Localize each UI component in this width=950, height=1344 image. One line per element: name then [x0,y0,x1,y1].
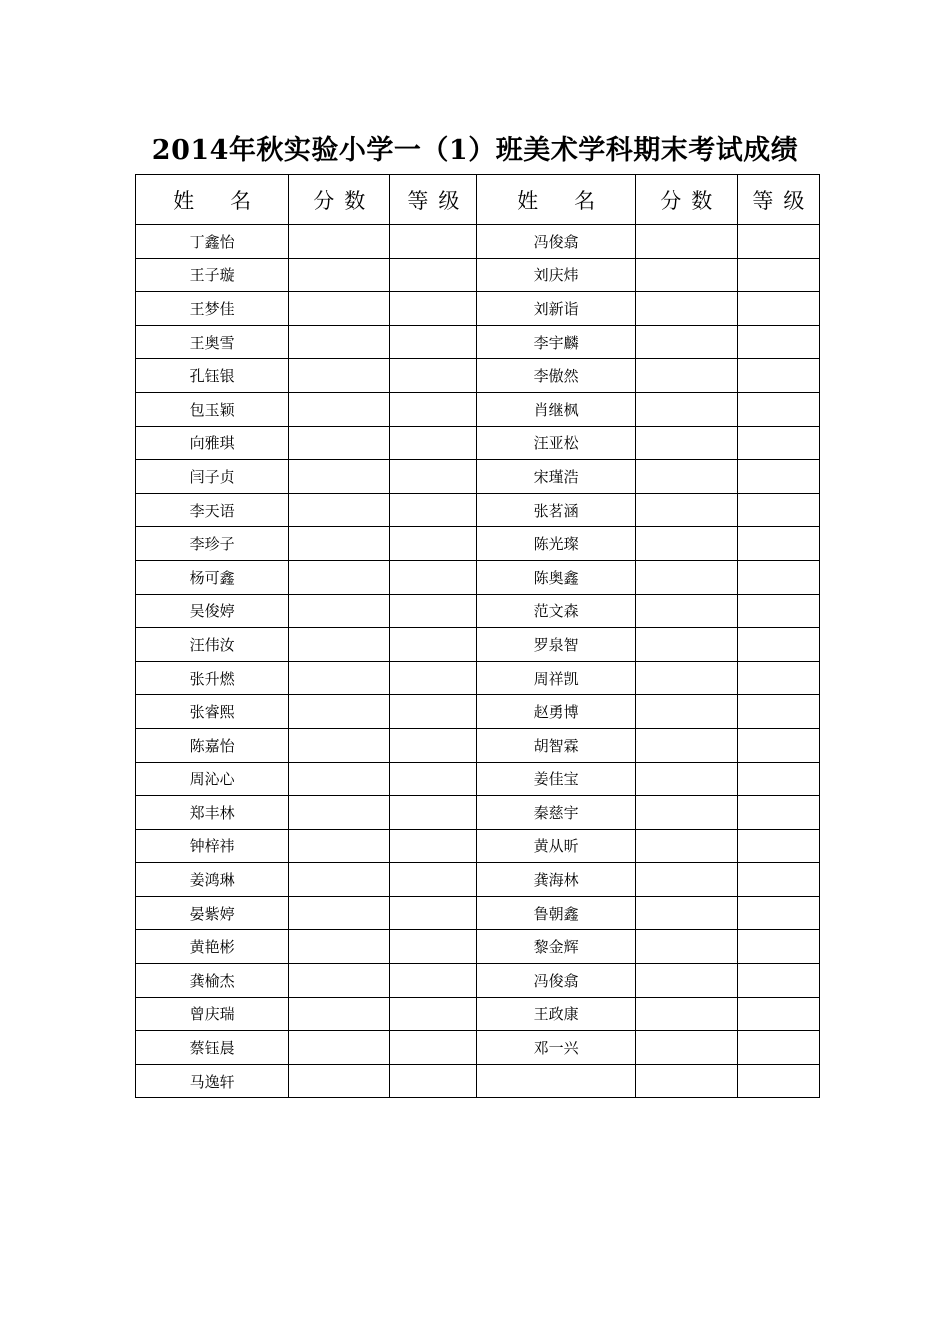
student-name-left: 周沁心 [136,762,289,796]
grade-cell-right [737,1031,819,1065]
table-row [136,258,820,292]
grade-cell-right [737,796,819,830]
score-cell-left [289,493,390,527]
score-cell-right [635,325,737,359]
score-cell-right [635,560,737,594]
score-cell-right [635,392,737,426]
grade-cell-right [737,258,819,292]
score-cell-right [635,964,737,998]
student-name-left: 孔钰银 [136,359,289,393]
table-row [136,628,820,662]
score-cell-right [635,493,737,527]
student-name-right: 冯俊翕 [477,964,635,998]
grade-cell-left [390,695,477,729]
header-grade-right: 等级 [737,175,819,225]
table-row [136,594,820,628]
score-cell-right [635,661,737,695]
student-name-right: 黄从昕 [477,829,635,863]
student-name-left: 晏紫婷 [136,896,289,930]
student-name-right: 罗泉智 [477,628,635,662]
score-cell-left [289,661,390,695]
table-row [136,997,820,1031]
score-cell-left [289,527,390,561]
grade-cell-left [390,460,477,494]
student-name-right: 姜佳宝 [477,762,635,796]
grade-table [135,174,820,1098]
score-cell-right [635,426,737,460]
student-name-left: 包玉颖 [136,392,289,426]
student-name-right: 汪亚松 [477,426,635,460]
student-name-left: 闫子贞 [136,460,289,494]
score-cell-left [289,258,390,292]
score-cell-right [635,1064,737,1098]
student-name-right: 黎金辉 [477,930,635,964]
header-score-right: 分数 [635,175,737,225]
score-cell-right [635,225,737,259]
student-name-right: 赵勇博 [477,695,635,729]
student-name-left: 姜鸿琳 [136,863,289,897]
table-row [136,359,820,393]
header-name-left: 姓名 [136,175,289,225]
table-row [136,527,820,561]
student-name-left: 马逸轩 [136,1064,289,1098]
grade-cell-right [737,997,819,1031]
student-name-left: 李天语 [136,493,289,527]
student-name-right: 王政康 [477,997,635,1031]
student-name-left: 李珍子 [136,527,289,561]
grade-cell-left [390,863,477,897]
grade-cell-right [737,964,819,998]
student-name-left: 向雅琪 [136,426,289,460]
table-row [136,493,820,527]
student-name-left: 陈嘉怡 [136,728,289,762]
table-row [136,292,820,326]
table-row [136,560,820,594]
table-row [136,829,820,863]
score-cell-right [635,594,737,628]
grade-cell-right [737,896,819,930]
student-name-right: 肖继枫 [477,392,635,426]
grade-cell-left [390,1064,477,1098]
grade-cell-right [737,460,819,494]
score-cell-left [289,762,390,796]
student-name-left: 王梦佳 [136,292,289,326]
score-cell-right [635,796,737,830]
header-row [136,175,820,225]
score-cell-right [635,292,737,326]
grade-cell-right [737,762,819,796]
score-cell-left [289,863,390,897]
student-name-left: 王奥雪 [136,325,289,359]
score-cell-right [635,527,737,561]
grade-cell-right [737,292,819,326]
grade-cell-right [737,829,819,863]
student-name-right: 宋瑾浩 [477,460,635,494]
grade-cell-right [737,594,819,628]
score-cell-left [289,594,390,628]
score-cell-left [289,896,390,930]
student-name-right: 陈奥鑫 [477,560,635,594]
grade-cell-right [737,426,819,460]
student-name-left: 丁鑫怡 [136,225,289,259]
grade-cell-left [390,728,477,762]
grade-cell-left [390,796,477,830]
grade-cell-right [737,560,819,594]
student-name-right: 冯俊翕 [477,225,635,259]
student-name-right: 陈光璨 [477,527,635,561]
student-name-right: 龚海林 [477,863,635,897]
table-row [136,1031,820,1065]
table-row [136,796,820,830]
grade-cell-left [390,325,477,359]
grade-cell-left [390,359,477,393]
grade-cell-left [390,628,477,662]
student-name-right: 鲁朝鑫 [477,896,635,930]
grade-cell-right [737,225,819,259]
student-name-right [477,1064,635,1098]
score-cell-left [289,426,390,460]
score-cell-left [289,964,390,998]
grade-cell-left [390,560,477,594]
student-name-right: 李宇麟 [477,325,635,359]
table-row [136,964,820,998]
grade-cell-left [390,292,477,326]
student-name-left: 王子璇 [136,258,289,292]
grade-cell-left [390,829,477,863]
score-cell-right [635,863,737,897]
table-row [136,896,820,930]
grade-cell-right [737,661,819,695]
table-row [136,661,820,695]
grade-cell-left [390,493,477,527]
student-name-left: 汪伟汝 [136,628,289,662]
student-name-left: 钟梓祎 [136,829,289,863]
grade-cell-right [737,325,819,359]
grade-cell-left [390,527,477,561]
grade-cell-right [737,628,819,662]
grade-cell-right [737,527,819,561]
grade-cell-right [737,728,819,762]
table-row [136,728,820,762]
grade-cell-right [737,695,819,729]
score-cell-left [289,359,390,393]
student-name-right: 李傲然 [477,359,635,393]
grade-cell-left [390,964,477,998]
table-row [136,863,820,897]
score-cell-right [635,896,737,930]
grade-cell-left [390,762,477,796]
score-cell-left [289,1031,390,1065]
score-cell-right [635,359,737,393]
student-name-right: 范文森 [477,594,635,628]
student-name-right: 邓一兴 [477,1031,635,1065]
score-cell-right [635,728,737,762]
header-score-left: 分数 [289,175,390,225]
score-cell-right [635,695,737,729]
student-name-right: 刘新诣 [477,292,635,326]
page-title: 2014年秋实验小学一（1）班美术学科期末考试成绩 [151,135,799,166]
student-name-left: 黄艳彬 [136,930,289,964]
grade-cell-left [390,426,477,460]
header-name-right: 姓名 [477,175,635,225]
score-cell-right [635,460,737,494]
score-cell-left [289,225,390,259]
score-cell-left [289,930,390,964]
grade-cell-left [390,594,477,628]
score-cell-left [289,292,390,326]
grade-cell-right [737,930,819,964]
table-row [136,460,820,494]
score-cell-right [635,997,737,1031]
score-cell-right [635,628,737,662]
grade-cell-left [390,661,477,695]
score-cell-left [289,1064,390,1098]
grade-cell-right [737,359,819,393]
header-grade-left: 等级 [390,175,477,225]
table-row [136,1064,820,1098]
table-row [136,392,820,426]
grade-cell-left [390,997,477,1031]
student-name-left: 龚榆杰 [136,964,289,998]
grade-cell-left [390,930,477,964]
score-cell-right [635,829,737,863]
student-name-left: 张睿熙 [136,695,289,729]
grade-cell-left [390,225,477,259]
grade-cell-right [737,863,819,897]
score-cell-right [635,258,737,292]
table-row [136,762,820,796]
student-name-left: 曾庆瑞 [136,997,289,1031]
student-name-right: 胡智霖 [477,728,635,762]
student-name-right: 秦慈宇 [477,796,635,830]
grade-cell-right [737,392,819,426]
score-cell-left [289,460,390,494]
table-row [136,225,820,259]
grade-cell-left [390,1031,477,1065]
score-cell-right [635,1031,737,1065]
student-name-left: 张升燃 [136,661,289,695]
score-cell-left [289,560,390,594]
score-cell-left [289,829,390,863]
table-row [136,325,820,359]
table-row [136,695,820,729]
grade-cell-left [390,258,477,292]
student-name-left: 吴俊婷 [136,594,289,628]
score-cell-right [635,930,737,964]
student-name-right: 刘庆炜 [477,258,635,292]
score-cell-left [289,325,390,359]
student-name-right: 周祥凯 [477,661,635,695]
score-cell-left [289,796,390,830]
score-cell-left [289,392,390,426]
table-row [136,930,820,964]
score-cell-left [289,997,390,1031]
grade-cell-left [390,896,477,930]
student-name-right: 张茗涵 [477,493,635,527]
score-cell-left [289,728,390,762]
grade-cell-right [737,1064,819,1098]
score-cell-right [635,762,737,796]
student-name-left: 蔡钰晨 [136,1031,289,1065]
table-row [136,426,820,460]
grade-cell-right [737,493,819,527]
score-cell-left [289,695,390,729]
student-name-left: 郑丰林 [136,796,289,830]
grade-cell-left [390,392,477,426]
student-name-left: 杨可鑫 [136,560,289,594]
score-cell-left [289,628,390,662]
grade-table-body [136,225,820,1098]
